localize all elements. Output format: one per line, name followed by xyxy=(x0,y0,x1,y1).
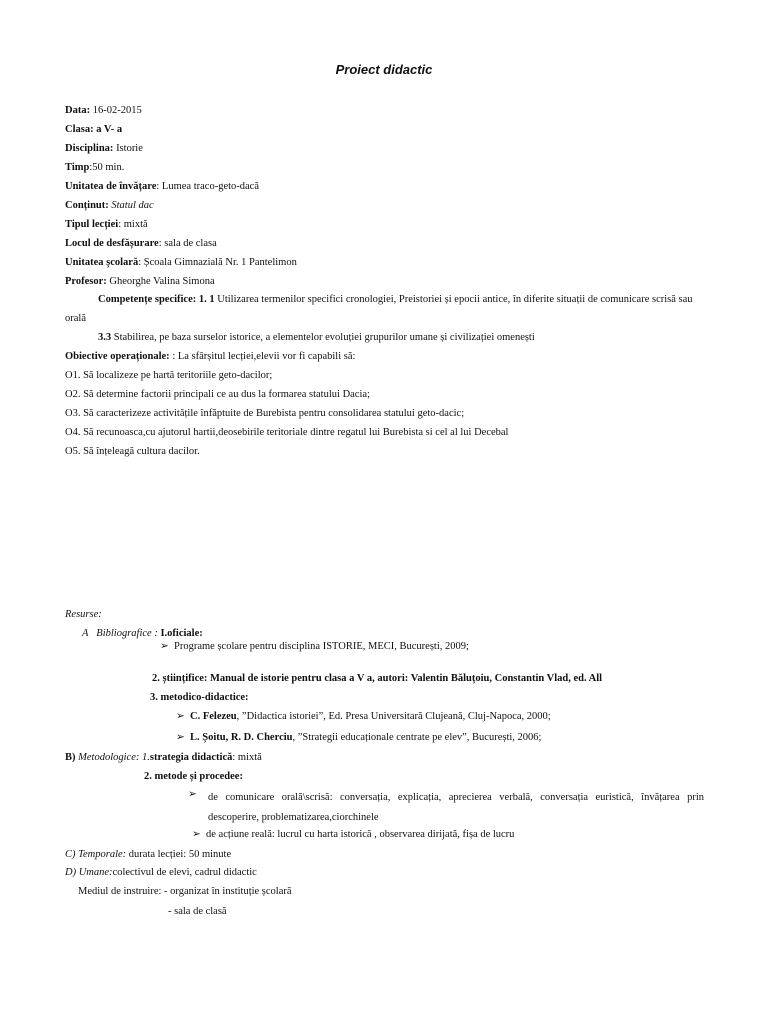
obiectiv-o2: O2. Să determine factorii principali ce au dus la formarea statului Dacia; xyxy=(65,389,370,400)
field-continut: Conținut: Statul dac xyxy=(65,200,154,211)
field-data: Data: 16-02-2015 xyxy=(65,105,142,116)
arrow-bullet-icon: ➢ xyxy=(188,789,197,800)
obiectiv-o5: O5. Să înțeleagă cultura dacilor. xyxy=(65,446,200,457)
document-title: Proiect didactic xyxy=(335,62,433,77)
obiectiv-o1: O1. Să localizeze pe hartă teritoriile geto-dacilor; xyxy=(65,370,273,381)
field-tipul-lectiei: Tipul lecției: mixtă xyxy=(65,219,148,230)
competenta-3-3: 3.3 Stabilirea, pe baza surselor istorice, a elementelor evoluției grupurilor umane și civilizației omenești xyxy=(98,332,535,343)
metode-procedee: 2. metode și procedee: xyxy=(144,771,243,782)
arrow-bullet-icon: ➢ xyxy=(192,829,201,840)
metoda-comunicare: ➢ de comunicare orală\scrisă: conversația, explicația, aprecierea verbală, conversația euristică, învățarea prin descoperire, problematizarea,ciorchinele xyxy=(188,789,704,823)
resurse-bibliografice: A Bibliografice : I.oficiale: xyxy=(82,628,203,639)
bibliografie-oficiala-item: ➢ Programe școlare pentru disciplina ISTORIE, MECI, București, 2009; xyxy=(160,641,469,652)
arrow-bullet-icon: ➢ xyxy=(176,732,185,743)
arrow-bullet-icon: ➢ xyxy=(176,711,185,722)
bibliografie-metodico: 3. metodico-didactice: xyxy=(150,692,249,703)
obiectiv-o4: O4. Să recunoasca,cu ajutorul hartii,deosebirile teritoriale dintre regatul lui Burebista si cel al lui Decebal xyxy=(65,427,509,438)
field-profesor: Profesor: Gheorghe Valina Simona xyxy=(65,276,215,287)
resurse-temporale: C) Temporale: durata lecției: 50 minute xyxy=(65,849,232,860)
obiective-operationale: Obiective operaționale: : La sfârșitul lecției,elevii vor fi capabili să: xyxy=(65,351,356,362)
resurse-umane: D) Umane:colectivul de elevi, cadrul didactic xyxy=(65,867,257,878)
field-unitatea-invatare: Unitatea de învățare: Lumea traco-geto-dacă xyxy=(65,181,259,192)
arrow-bullet-icon: ➢ xyxy=(160,641,169,652)
obiectiv-o3: O3. Să caracterizeze activitățile înfăptuite de Burebista pentru consolidarea statului geto-dacic; xyxy=(65,408,465,419)
bibliografie-item-felezeu: ➢ C. Felezeu, ”Didactica istoriei”, Ed. Presa Universitară Clujeană, Cluj-Napoca, 2000; xyxy=(176,711,551,722)
field-locul: Locul de desfășurare: sala de clasa xyxy=(65,238,217,249)
metoda-actiune: ➢ de acțiune reală: lucrul cu harta istorică , observarea dirijată, fișa de lucru xyxy=(192,829,515,840)
resurse-heading: Resurse: xyxy=(65,609,102,620)
bibliografie-item-soitu: ➢ L. Șoitu, R. D. Cherciu, ”Strategii educaționale centrate pe elev”, București, 2006; xyxy=(176,732,542,743)
bibliografie-stiintifice: 2. științifice: Manual de istorie pentru clasa a V a, autori: Valentin Băluțoiu, Constantin Vlad, ed. All xyxy=(152,673,603,684)
mediul-instruire: Mediul de instruire: - organizat în instituție școlară xyxy=(78,886,292,897)
competente-specifice: Competențe specifice: 1. 1 Utilizarea termenilor specifici cronologiei, Preistoriei și epocii antice, în diferite situații de comunicare scrisă sau orală xyxy=(65,294,693,324)
resurse-metodologice: B) Metodologice: 1.strategia didactică: mixtă xyxy=(65,752,262,763)
field-unitatea-scolara: Unitatea școlară: Școala Gimnazială Nr. 1 Pantelimon xyxy=(65,257,297,268)
field-clasa: Clasa: a V- a xyxy=(65,124,123,135)
sala-de-clasa: - sala de clasă xyxy=(168,906,227,917)
field-timp: Timp:50 min. xyxy=(65,162,125,173)
field-disciplina: Disciplina: Istorie xyxy=(65,143,143,154)
